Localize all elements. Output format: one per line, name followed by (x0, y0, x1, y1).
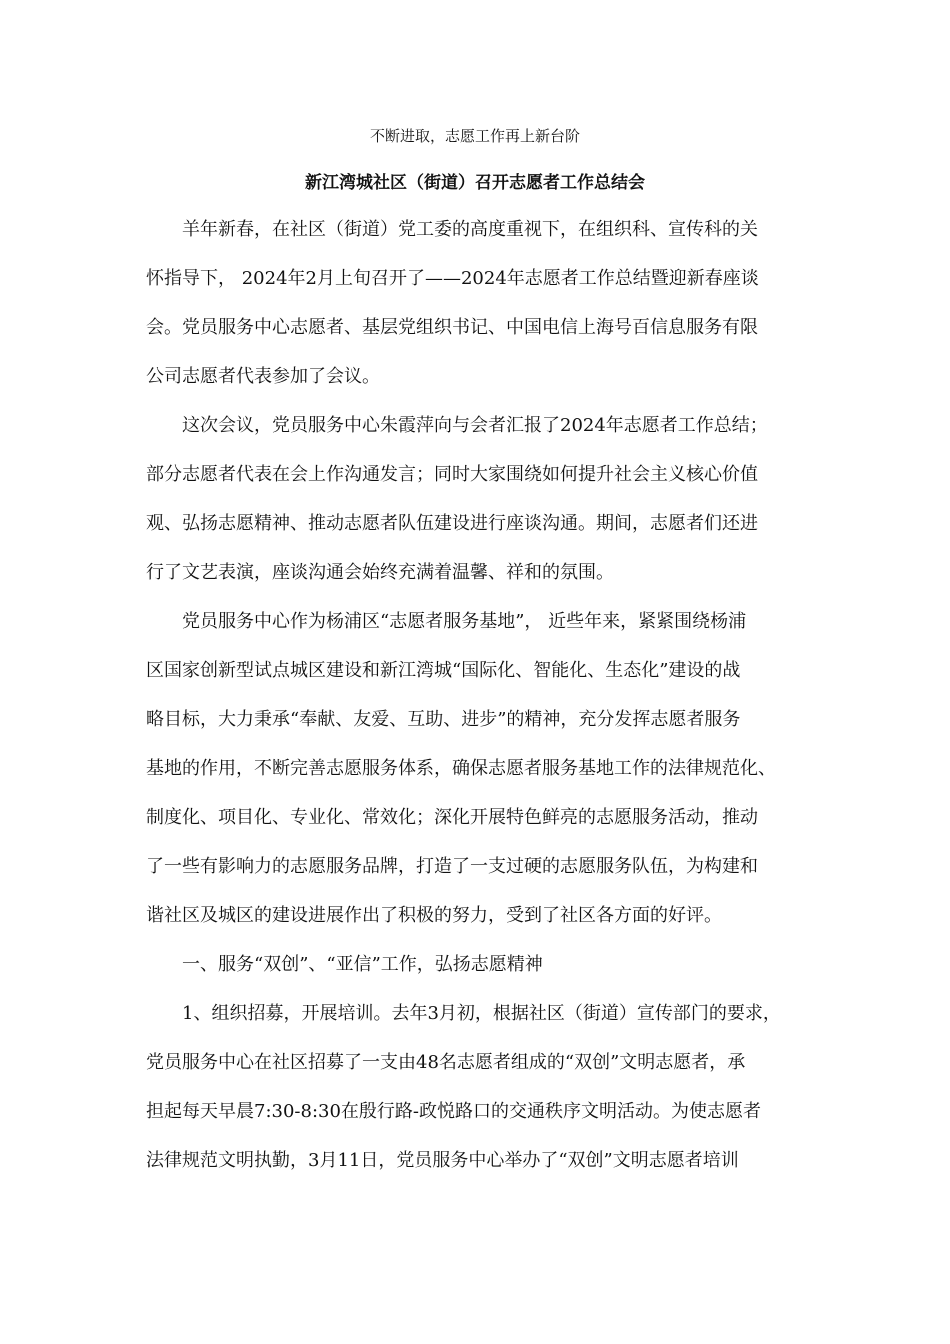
paragraph-line: 部分志愿者代表在会上作沟通发言；同时大家围绕如何提升社会主义核心价值 (146, 464, 758, 485)
paragraph-4 (146, 998, 806, 1194)
paragraph-line: 这次会议，党员服务中心朱霞萍向与会者汇报了2024年志愿者工作总结； (182, 415, 768, 436)
paragraph-2 (146, 410, 806, 606)
paragraph-line: 谐社区及城区的建设进展作出了积极的努力，受到了社区各方面的好评。 (146, 905, 722, 926)
paragraph-line: 党员服务中心作为杨浦区“志愿者服务基地”， 近些年来，紧紧围绕杨浦 (182, 611, 747, 632)
paragraph-line: 羊年新春，在社区（街道）党工委的高度重视下，在组织科、宣传科的关 (182, 219, 758, 240)
paragraph-line: 党员服务中心在社区招募了一支由48名志愿者组成的“双创”文明志愿者，承 (146, 1052, 746, 1073)
document-title: 新江湾城社区（街道）召开志愿者工作总结会 (305, 173, 645, 193)
paragraph-line: 制度化、项目化、专业化、常效化；深化开展特色鲜亮的志愿服务活动，推动 (146, 807, 758, 828)
paragraph-line: 担起每天早晨7:30-8:30在殷行路-政悦路口的交通秩序文明活动。为使志愿者 (146, 1101, 762, 1122)
document-body (146, 214, 806, 1194)
section-heading-text: 一、服务“双创”、“亚信”工作，弘扬志愿精神 (182, 954, 543, 975)
paragraph-3 (146, 606, 806, 949)
paragraph-line: 观、弘扬志愿精神、推动志愿者队伍建设进行座谈沟通。期间，志愿者们还进 (146, 513, 758, 534)
paragraph-line: 公司志愿者代表参加了会议。 (146, 366, 380, 387)
paragraph-line: 会。党员服务中心志愿者、基层党组织书记、中国电信上海号百信息服务有限 (146, 317, 758, 338)
paragraph-line: 略目标，大力秉承“奉献、友爱、互助、进步”的精神，充分发挥志愿者服务 (146, 709, 741, 730)
paragraph-line: 怀指导下， 2024年2月上旬召开了——2024年志愿者工作总结暨迎新春座谈 (146, 268, 759, 289)
paragraph-line: 行了文艺表演，座谈沟通会始终充满着温馨、祥和的氛围。 (146, 562, 614, 583)
paragraph-line: 1、组织招募，开展培训。去年3月初，根据社区（街道）宣传部门的要求， (182, 1003, 781, 1024)
section-heading (146, 949, 806, 998)
document-subtitle: 不断进取，志愿工作再上新台阶 (369, 127, 580, 145)
paragraph-line: 区国家创新型试点城区建设和新江湾城“国际化、智能化、生态化”建设的战 (146, 660, 741, 681)
paragraph-line: 了一些有影响力的志愿服务品牌，打造了一支过硬的志愿服务队伍，为构建和 (146, 856, 758, 877)
paragraph-line: 法律规范文明执勤，3月11日，党员服务中心举办了“双创”文明志愿者培训 (146, 1150, 739, 1171)
paragraph-1 (146, 214, 806, 410)
paragraph-line: 基地的作用，不断完善志愿服务体系，确保志愿者服务基地工作的法律规范化、 (146, 758, 776, 779)
